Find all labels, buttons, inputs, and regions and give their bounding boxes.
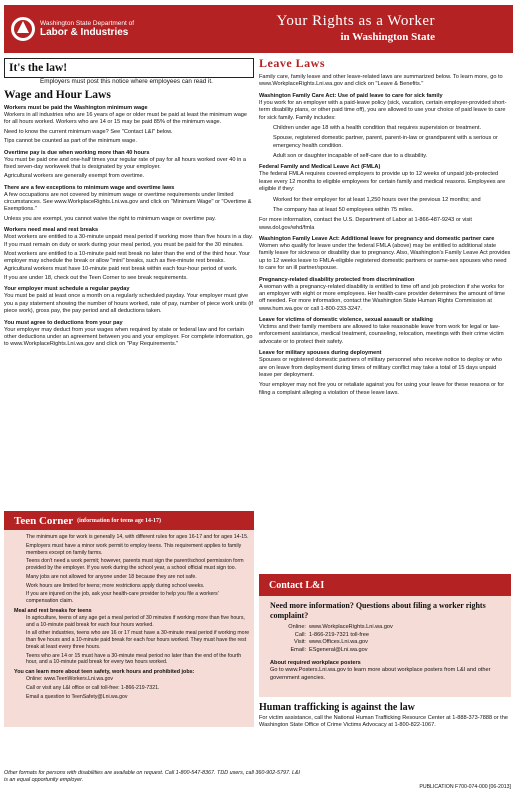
fmla-item: The company has at least 50 employees within 75 miles. xyxy=(273,206,414,213)
breaks-text-1: Most workers are entitled to a 30-minute unpaid meal period if working more than five hours in a day. If you must remain on duty or work during your meal period, you must be paid for the 30 minutes. xyxy=(4,234,253,248)
breaks-heading: Workers need meal and rest breaks xyxy=(4,227,99,234)
contact-email xyxy=(280,647,505,655)
contact-call xyxy=(280,632,505,640)
agency-seal-icon xyxy=(10,16,36,42)
teen-break-item: Teens who are 14 or 15 must have a 30-minute meal period no later than the end of the fourth hour, and a 10-minute paid break for every two hours worked. xyxy=(26,652,242,666)
pregnancy-leave-text: Women who qualify for leave under the federal FMLA (above) may be entitled to additional state family leave for sickness or disability due to pregnancy. Also, Washington's Family Leave Act provides up to 12 weeks leave to FMLA-eligible registered domestic partners or same-sex spouses who need to care for an ill partner/spouse. xyxy=(259,243,511,272)
payday-heading: Your employer must schedule a regular payday xyxy=(4,286,130,293)
teen-bullet: Work hours are limited for teens; more restrictions apply during school weeks. xyxy=(26,582,205,589)
exceptions-text-2: Unless you are exempt, you cannot waive the right to minimum wage or overtime pay. xyxy=(4,215,216,222)
teen-corner-panel xyxy=(4,530,254,727)
right-column xyxy=(259,56,511,400)
min-wage-heading: Workers must be paid the Washington minimum wage xyxy=(4,105,148,111)
teen-learn-heading: You can learn more about teen safety, work hours and prohibited jobs: xyxy=(14,669,195,675)
contact-online xyxy=(280,624,505,632)
posting-note: Employers must post this notice where employees can read it. xyxy=(40,78,213,85)
discrimination-heading: Pregnancy-related disability protected from discrimination xyxy=(259,276,415,283)
posters-text: Go to www.Posters.Lni.wa.gov to learn more about workplace posters from L&I and other government agencies. xyxy=(270,667,491,681)
fmla-text-1: The federal FMLA requires covered employers to provide up to 12 weeks of unpaid job-protected leave every 12 months to eligible employees for certain family and medical reasons. Employees are eligible if they: xyxy=(259,171,506,193)
human-trafficking-section xyxy=(259,702,511,733)
teen-bullet: Teens don't need a work permit; however, parents must sign the parent/school permission form provided by the employer. If you work during the school year, a school official must sign too. xyxy=(26,558,244,571)
poster-title: Your Rights as a Worker xyxy=(276,13,435,29)
teen-bullet: If you are injured on the job, ask your health-care provider to help you file a workers' compensation claim. xyxy=(26,591,219,604)
min-wage-text-1: Workers in all industries who are 16 years of age or older must be paid at least the minimum wage for all hours worked. Workers who are 14 or 15 may be paid 85% of the minimum wage. xyxy=(4,112,248,126)
contact-online-link[interactable]: www.WorkplaceRights.Lni.wa.gov xyxy=(309,624,393,631)
breaks-text-2: Most workers are entitled to a 10-minute paid rest break no later than the end of the third hour. Your employer may schedule the break or allow "mini" breaks, such as five-minute rest breaks. Agricultural workers must have 10-minute paid rest break within each four-hour period of work. xyxy=(4,250,250,272)
contact-call-number: 1-866-219-7321 toll-free xyxy=(309,631,370,638)
contact-visit-label: Visit: xyxy=(293,639,306,646)
contact-visit xyxy=(280,639,505,647)
exceptions-heading: There are a few exceptions to minimum wage and overtime laws xyxy=(4,184,175,191)
contact-visit-link[interactable]: www.Offices.Lni.wa.gov xyxy=(309,639,368,646)
posters-heading: About required workplace posters xyxy=(270,660,361,667)
alt-formats-note: Other formats for persons with disabilities are available on request. Call 1-800-547-8367. TDD users, call 360-902-5797. L&I is an equal opportunity employer. xyxy=(4,770,301,784)
fmla-text-2: For more information, contact the U.S. Department of Labor at 1-866-487-9243 or visit www.dol.gov/whd/fmla xyxy=(259,217,472,231)
teen-corner-note: (information for teens age 14-17) xyxy=(77,517,162,524)
teen-learn-email: Email a question to TeenSafety@Lni.wa.gov xyxy=(26,693,128,700)
pregnancy-leave-heading: Washington Family Leave Act: Additional leave for pregnancy and domestic partner care xyxy=(259,236,495,242)
retaliation-warning: Your employer may not fire you or retaliate against you for using your leave for these reasons or for filing a complaint alleging a violation of these leave laws. xyxy=(259,382,505,396)
teen-learn-online: Online: www.TeenWorkers.Lni.wa.gov xyxy=(26,676,113,682)
contact-email-link[interactable]: ESgeneral@Lni.wa.gov xyxy=(309,646,368,653)
fmla-item: Worked for their employer for at least 1,250 hours over the previous 12 months; and xyxy=(273,196,481,203)
teen-corner-header xyxy=(4,511,254,530)
leave-intro: Family care, family leave and other leave-related laws are summarized below. To learn more, go to www.WorkplaceRights.Lni.wa.gov and click on "Leave & Benefits." xyxy=(259,74,503,88)
family-care-item: Adult son or daughter incapable of self-care due to a disability. xyxy=(273,153,428,159)
military-leave-text: Spouses or registered domestic partners of military personnel who receive notice to deploy or who are on leave from deployment during times of military conflict may take a total of 15 days unpaid leave per deployment. xyxy=(259,357,502,378)
min-wage-text-2: Need to know the current minimum wage? See "Contact L&I" below. xyxy=(4,128,173,135)
fmla-heading: Federal Family and Medical Leave Act (FMLA) xyxy=(259,164,381,171)
teen-corner-title: Teen Corner xyxy=(14,514,74,527)
human-trafficking-title: Human trafficking is against the law xyxy=(259,702,415,713)
deductions-text: Your employer may deduct from your wages when required by state or federal law and for certain other deductions under an agreement between you and your employer. For complete information, go to www.WorkplaceRights.Lni.wa.gov and click on "Pay Requirements." xyxy=(4,326,253,348)
header-banner xyxy=(4,5,513,53)
contact-header xyxy=(259,574,511,596)
dv-leave-heading: Leave for victims of domestic violence, sexual assault or stalking xyxy=(259,317,433,323)
family-care-text: If you work for an employer with a paid-leave policy (sick, vacation, certain employer-provided short-term disability plans, or other paid time off), you are allowed to use your choice of paid leave to care for sick family. Family includes: xyxy=(259,99,507,121)
overtime-heading: Overtime pay is due when working more than 40 hours xyxy=(4,149,150,156)
contact-title: Contact L&I xyxy=(269,579,325,591)
breaks-text-3: If you are under 18, check out the Teen Corner to see break requirements. xyxy=(4,275,188,281)
poster-subtitle: in Washington State xyxy=(340,31,435,43)
family-care-item: Children under age 18 with a health condition that requires supervision or treatment. xyxy=(273,124,482,131)
contact-question: Need more information? Questions about filing a worker rights complaint? xyxy=(270,601,486,620)
contact-panel xyxy=(259,596,511,697)
family-care-item: Spouse, registered domestic partner, parent, parent-in-law or grandparent with a serious or emergency health condition. xyxy=(273,135,498,149)
teen-breaks-heading: Meal and rest breaks for teens xyxy=(14,607,92,614)
contact-online-label: Online: xyxy=(288,624,306,631)
dv-leave-text: Victims and their family members are allowed to take reasonable leave from work for legal or law-enforcement assistance, medical treatment, counseling, relocation, meetings with their crime victim advocate or to protect their safety. xyxy=(259,324,504,345)
teen-break-item: In all other industries, teens who are 16 or 17 must have a 30-minute meal period if working more than five hours and a 10-minute paid break for each four hours worked. They must have the rest break at least every three hours. xyxy=(26,630,250,650)
left-column xyxy=(4,56,254,351)
agency-line1: Washington State Department of xyxy=(40,19,135,27)
teen-bullet: Many jobs are not allowed for anyone under 18 because they are not safe. xyxy=(26,573,197,580)
discrimination-text: A woman with a pregnancy-related disability is entitled to time off and job protection if she works for an employer with eight or more employees. Her health-care provider determines the amount of time off needed. For more information, contact the Washington State Human Rights Commission at www.hum.wa.gov or call 1-800-233-3247. xyxy=(259,283,505,312)
leave-section-title: Leave Laws xyxy=(259,56,325,70)
contact-call-label: Call: xyxy=(294,631,306,638)
publication-number: PUBLICATION F700-074-000 [06-2013] xyxy=(419,784,511,790)
law-title: It's the law! xyxy=(9,62,68,74)
overtime-text-2: Agricultural workers are generally exempt from overtime. xyxy=(4,173,145,180)
payday-text: You must be paid at least once a month on a regularly scheduled payday. Your employer must give you a pay statement showing the number of hours worked, rate of pay, number of piece work units (if piece work), gross pay, the pay period and all deductions taken. xyxy=(4,293,253,315)
teen-bullet: Employers must have a minor work permit to employ teens. This requirement applies to family members except on family farms. xyxy=(26,542,242,556)
teen-learn-call: Call or visit any L&I office or call toll-free: 1-866-219-7321. xyxy=(26,684,160,691)
overtime-text-1: You must be paid one and one-half times your regular rate of pay for all hours worked over 40 in a fixed seven-day workweek that is designated by your employer. xyxy=(4,156,247,170)
agency-line2: Labor & Industries xyxy=(40,27,129,39)
law-box xyxy=(4,58,254,78)
agency-logo xyxy=(4,5,244,53)
wage-section-title: Wage and Hour Laws xyxy=(4,89,111,101)
human-trafficking-text: For victim assistance, call the National Human Trafficking Resource Center at 1-888-373-7888 or the Washington State Office of Crime Victims Advocacy at 1-800-822-1067. xyxy=(259,715,508,729)
deductions-heading: You must agree to deductions from your pay xyxy=(4,319,123,326)
teen-break-item: In agriculture, teens of any age get a meal period of 30 minutes if working more than five hours, and a 10-minute paid break for each four hours worked. xyxy=(26,614,245,628)
family-care-heading: Washington Family Care Act: Use of paid leave to care for sick family xyxy=(259,92,443,99)
contact-email-label: Email: xyxy=(290,646,306,653)
exceptions-text-1: A few occupations are not covered by minimum wage or overtime requirements under limited circumstances. See www.WorkplaceRights.Lni.wa.gov and click on "Minimum Wage" or "Overtime & Exemptions." xyxy=(4,191,252,213)
teen-bullet: The minimum age for work is generally 14, with different rules for ages 16-17 and for ages 14-15. xyxy=(26,534,249,540)
min-wage-text-3: Tips cannot be counted as part of the minimum wage. xyxy=(4,138,137,145)
military-leave-heading: Leave for military spouses during deployment xyxy=(259,350,382,357)
